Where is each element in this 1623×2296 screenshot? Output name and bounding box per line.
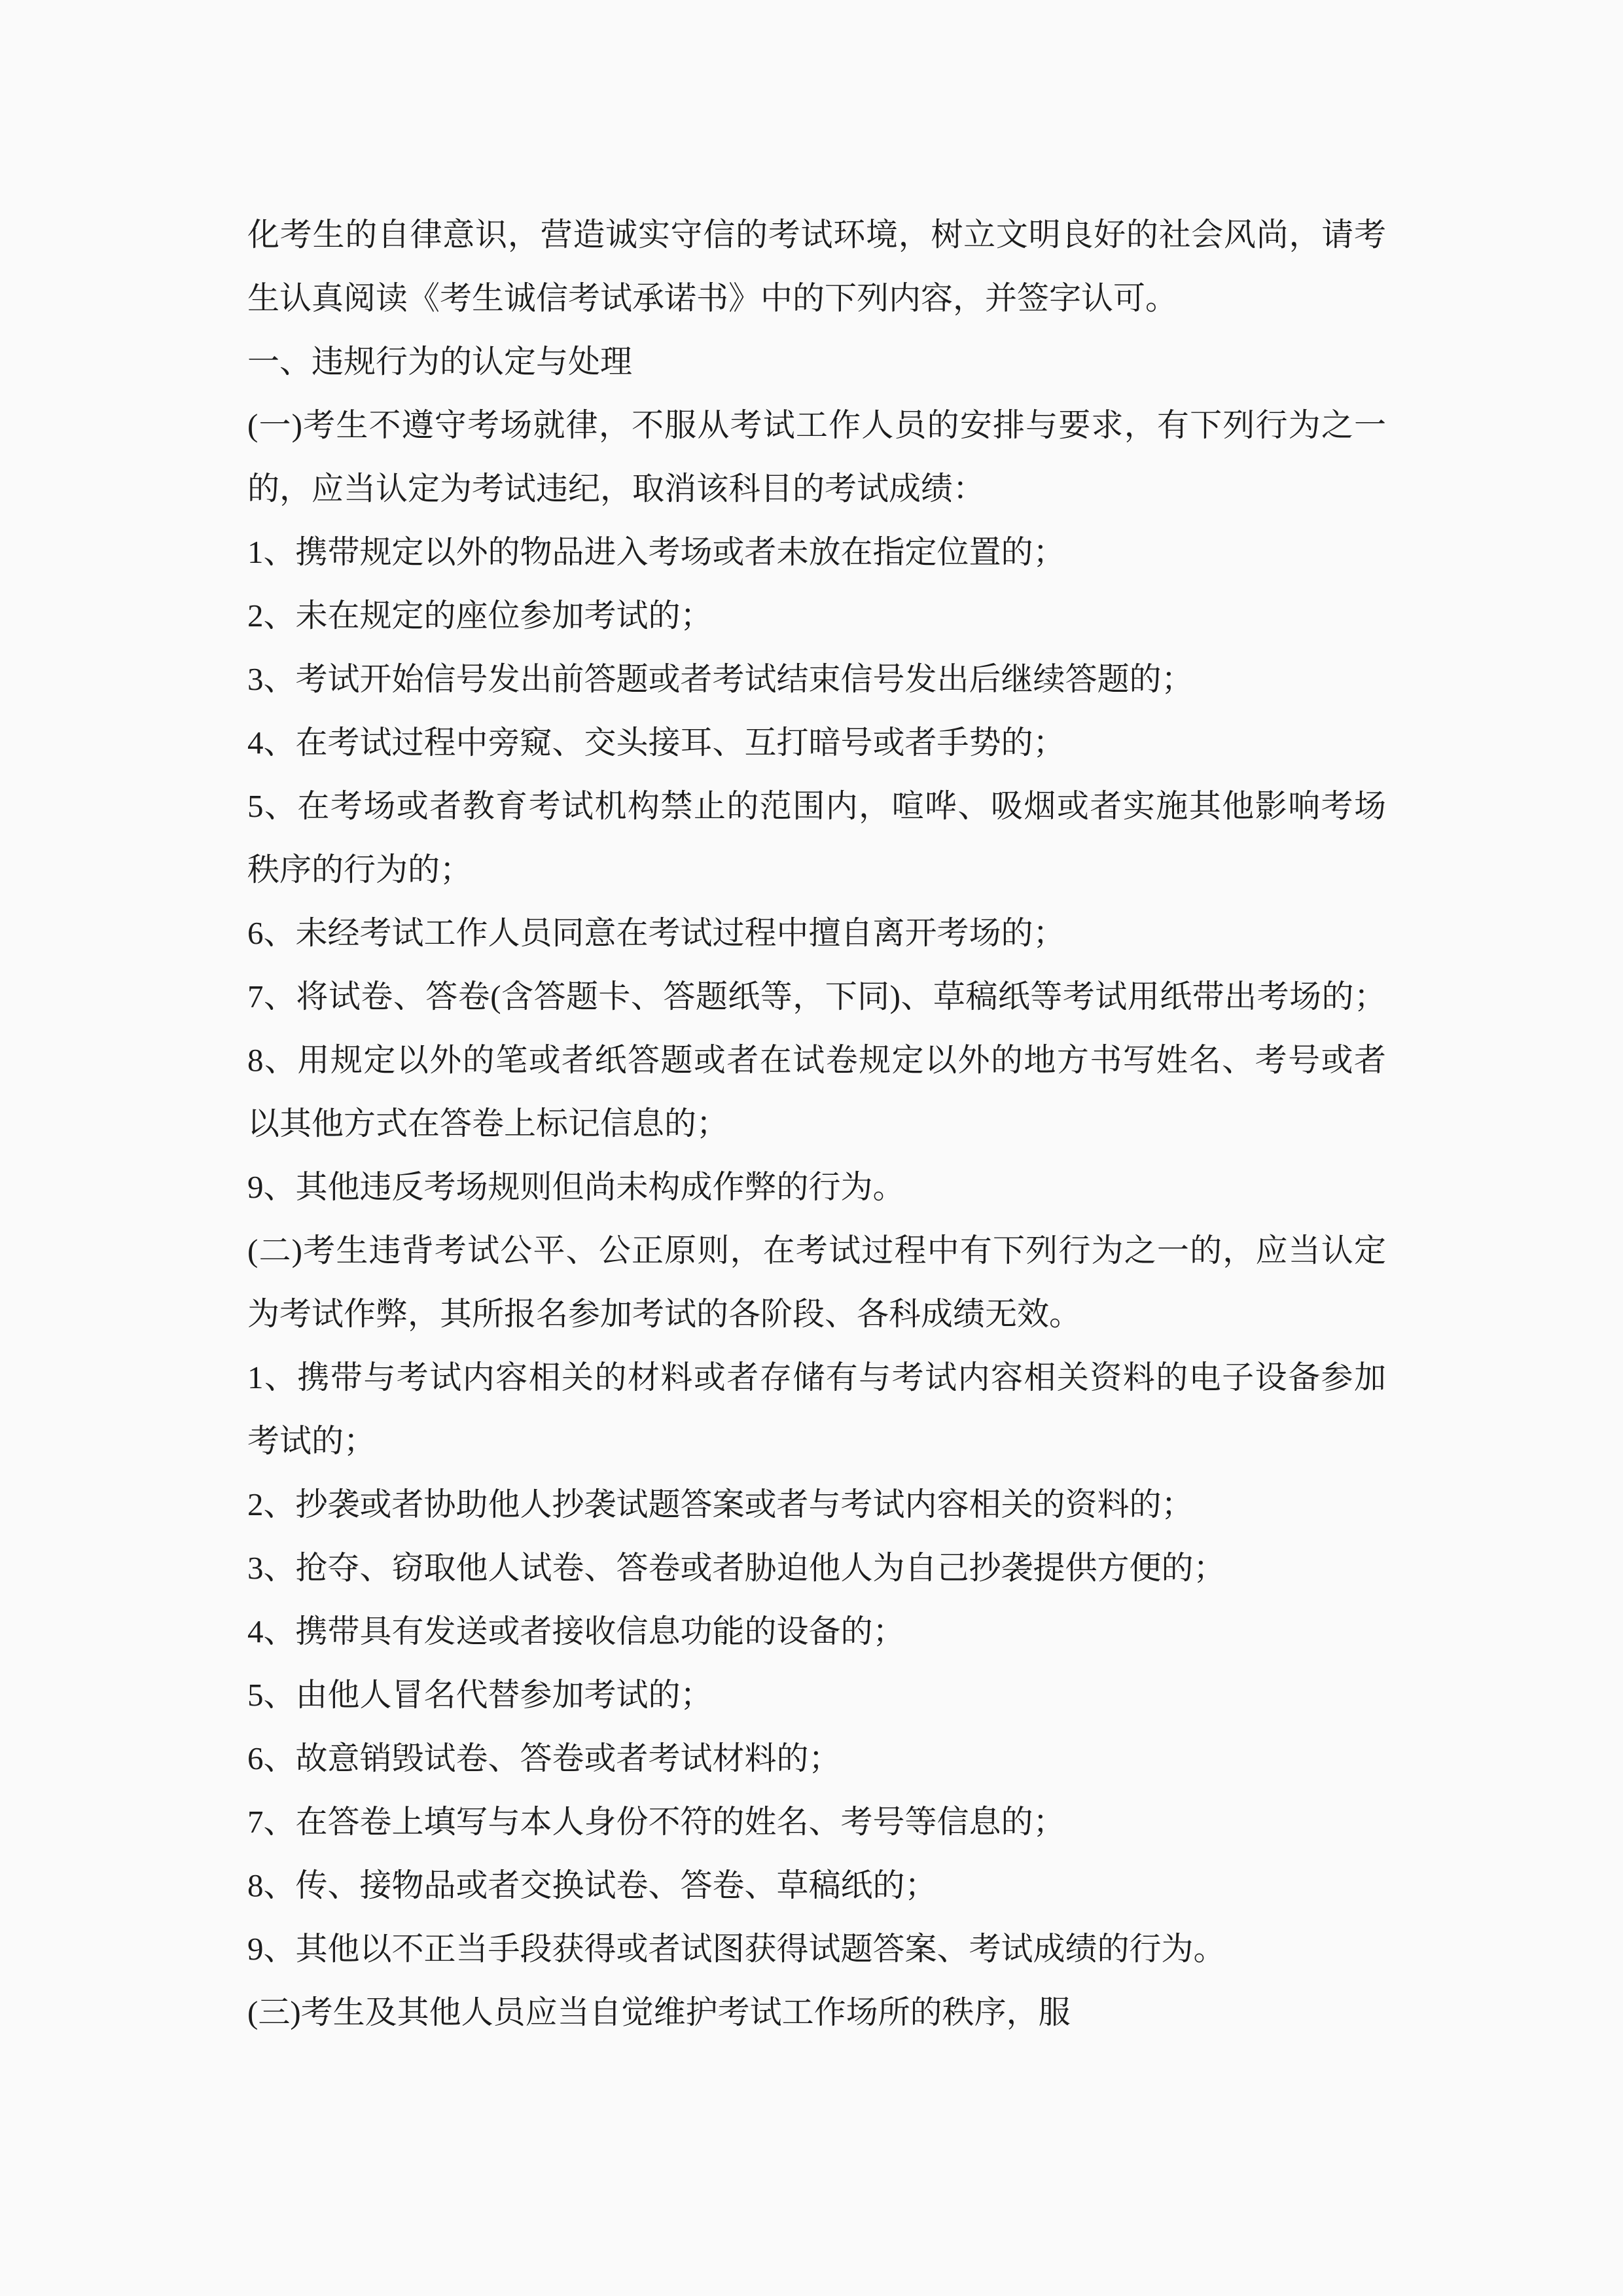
text-line: 8、传、接物品或者交换试卷、答卷、草稿纸的； xyxy=(247,1867,937,1903)
text-line: 生认真阅读《考生诚信考试承诺书》中的下列内容，并签字认可。 xyxy=(247,280,1178,316)
text-line: 1、携带规定以外的物品进入考场或者未放在指定位置的； xyxy=(247,534,1065,570)
text-line: 秩序的行为的； xyxy=(247,852,473,888)
text-line: 9、其他违反考场规则但尚未构成作弊的行为。 xyxy=(247,1169,905,1205)
text-line: 1、携带与考试内容相关的材料或者存储有与考试内容相关资料的电子设备参加 xyxy=(247,1359,1386,1395)
text-line: 6、故意销毁试卷、答卷或者考试材料的； xyxy=(247,1740,841,1776)
text-line: 7、将试卷、答卷(含答题卡、答题纸等，下同)、草稿纸等考试用纸带出考场的； xyxy=(247,978,1386,1014)
text-line: 的，应当认定为考试违纪，取消该科目的考试成绩： xyxy=(247,471,986,507)
text-line: (一)考生不遵守考场就律，不服从考试工作人员的安排与要求，有下列行为之一 xyxy=(247,407,1386,443)
text-line: 化考生的自律意识，营造诚实守信的考试环境，树立文明良好的社会风尚，请考 xyxy=(247,217,1386,253)
text-line: 3、考试开始信号发出前答题或者考试结束信号发出后继续答题的； xyxy=(247,661,1194,697)
text-line: 5、在考场或者教育考试机构禁止的范围内，喧哗、吸烟或者实施其他影响考场 xyxy=(247,788,1386,824)
text-line: (二)考生违背考试公平、公正原则，在考试过程中有下列行为之一的，应当认定 xyxy=(247,1232,1386,1268)
text-line: 2、抄袭或者协助他人抄袭试题答案或者与考试内容相关的资料的； xyxy=(247,1486,1194,1522)
text-line: 为考试作弊，其所报名参加考试的各阶段、各科成绩无效。 xyxy=(247,1296,1082,1332)
text-line: 3、抢夺、窃取他人试卷、答卷或者胁迫他人为自己抄袭提供方便的； xyxy=(247,1550,1226,1586)
text-line: 一、违规行为的认定与处理 xyxy=(247,344,633,380)
text-line: 6、未经考试工作人员同意在考试过程中擅自离开考场的； xyxy=(247,915,1065,951)
text-line: 考试的； xyxy=(247,1423,376,1459)
text-line: 7、在答卷上填写与本人身份不符的姓名、考号等信息的； xyxy=(247,1804,1065,1840)
text-line: 5、由他人冒名代替参加考试的； xyxy=(247,1677,713,1713)
text-line: 8、用规定以外的笔或者纸答题或者在试卷规定以外的地方书写姓名、考号或者 xyxy=(247,1042,1386,1078)
text-line: 4、在考试过程中旁窥、交头接耳、互打暗号或者手势的； xyxy=(247,725,1065,761)
text-line: 以其他方式在答卷上标记信息的； xyxy=(247,1105,729,1141)
text-line: 4、携带具有发送或者接收信息功能的设备的； xyxy=(247,1613,905,1649)
text-line: 2、未在规定的座位参加考试的； xyxy=(247,598,713,634)
text-line: 9、其他以不正当手段获得或者试图获得试题答案、考试成绩的行为。 xyxy=(247,1931,1226,1967)
text-line: (三)考生及其他人员应当自觉维护考试工作场所的秩序，服 xyxy=(247,1994,1071,2030)
document-text-block xyxy=(247,203,1386,2044)
